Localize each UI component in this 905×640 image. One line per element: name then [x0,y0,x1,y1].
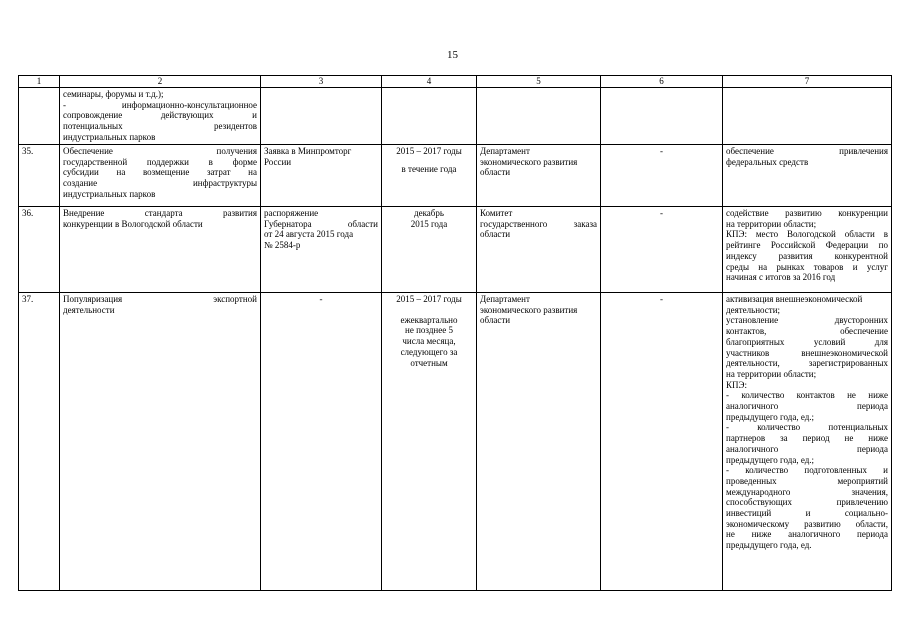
document-cell [261,207,382,293]
cell-line: начиная с итогов за 2016 год [726,272,836,283]
cell-line: среды на рынках товаров и услуг [726,261,888,272]
cell-line: числа месяца, [402,336,456,347]
column-number: 5 [477,76,601,88]
cell-line: индустриальных парков [63,131,156,142]
cell-line: рейтинге Российской Федерации по [726,240,888,251]
cell-line: на территории области; [726,368,817,379]
row-number: 35. [19,145,60,207]
cell-line: 2015 – 2017 годы [396,294,462,304]
cell-line: декабрь [414,208,444,218]
cell-line: контактов, обеспечение [726,326,888,337]
cell-line: предыдущего года, ед. [726,540,812,551]
cell-line: Департамент [480,146,530,156]
cell-line: от 24 августа 2015 года [264,229,354,240]
cell-line: обеспечение привлечения [726,146,888,156]
cell-line: экономического развития [480,304,578,315]
row-number: 37. [19,293,60,591]
table-row [19,293,892,591]
cell-line: экономического развития [480,156,578,167]
action-plan-table [18,75,892,591]
cell-line: Внедрение стандарта развития [63,208,257,218]
cell-line: способствующих привлечению [726,497,888,508]
cell-line: благоприятных условий для [726,336,888,347]
cell-line: содействие развитию конкуренции [726,208,888,218]
cell-line: предыдущего года, ед.; [726,411,815,422]
page-number: 15 [447,49,458,61]
cell-line: № 2584-р [264,240,301,251]
cell-line: распоряжение [264,208,319,218]
cell-line: сопровождение действующих и [63,110,257,121]
co-executor-cell: - [601,207,723,293]
cell-line: не позднее 5 [405,325,453,336]
table-row [19,145,892,207]
cell-line: Популяризация экспортной [63,294,257,304]
cell-line: проведенных мероприятий [726,475,888,486]
result-cell [723,293,892,591]
cell-line: - информационно-консультационное [63,99,257,110]
cell-line: 2015 – 2017 годы [396,146,462,156]
co-executor-cell: - [601,293,723,591]
column-number: 2 [60,76,261,88]
cell-line: области [480,315,511,326]
responsible-cell [477,207,601,293]
cell-line: деятельности [63,304,115,315]
column-number: 6 [601,76,723,88]
deadline-cell [382,207,477,293]
cell-line: 2015 года [410,218,448,229]
cell-line: Губернатора области [264,218,378,229]
cell-line: Департамент [480,294,530,304]
cell-line: конкуренции в Вологодской области [63,218,203,229]
cell-line: экономическому развитию области, [726,518,888,529]
cell-line: - количество подготовленных и [726,465,888,476]
deadline-cell [382,145,477,207]
column-number-row [19,76,892,88]
cell-line: ежеквартально [400,314,458,325]
cell-line: следующего за [400,346,458,357]
cell-line: государственной поддержки в форме [63,156,257,167]
cell-line: области [480,229,511,240]
cell-line: КПЭ: [726,379,747,390]
cell-line: Обеспечение получения [63,146,257,156]
cell-line: аналогичного периода [726,443,888,454]
column-number: 4 [382,76,477,88]
cell-line: государственного заказа [480,218,597,229]
measure-cell [60,293,261,591]
cell-line: потенциальных резидентов [63,121,257,132]
cell-line: отчетным [410,357,448,368]
cell-line: создание инфраструктуры [63,178,257,189]
cell-line: - количество потенциальных [726,422,888,433]
result-cell [723,207,892,293]
cell-line: субсидии на возмещение затрат на [63,167,257,178]
responsible-cell [477,145,601,207]
result-cell [723,145,892,207]
cell-line: партнеров за период не ниже [726,433,888,444]
cell-line: предыдущего года, ед.; [726,454,815,465]
cell-line: индексу развития конкурентной [726,250,888,261]
cell-line: Комитет [480,208,513,218]
cell-line: активизация внешнеэкономической [726,294,863,304]
column-number: 7 [723,76,892,88]
cell-line: деятельности; [726,304,781,315]
cell-line: деятельности, зарегистрированных [726,358,888,369]
cell-line: Заявка в Минпромторг [264,146,352,156]
row-number-cell [19,88,60,145]
cell-line: КПЭ: место Вологодской области в [726,229,888,240]
document-cell [261,145,382,207]
cell-line: на территории области; [726,218,817,229]
cell-line: аналогичного периода [726,401,888,412]
cell-line: участников внешнеэкономической [726,347,888,358]
measure-cell [60,207,261,293]
column-number: 1 [19,76,60,88]
cell-line: установление двусторонних [726,315,888,326]
column-number: 3 [261,76,382,88]
cell-line: - количество контактов не ниже [726,390,888,401]
deadline-cell [382,293,477,591]
document-cell: - [261,293,382,591]
measure-cell [60,88,261,145]
measure-cell [60,145,261,207]
table-row [19,88,892,145]
cell-line: международного значения, [726,486,888,497]
cell-line: не ниже аналогичного периода [726,529,888,540]
cell-line: индустриальных парков [63,188,156,199]
cell-line: в течение года [401,163,457,174]
cell-line: федеральных средств [726,156,809,167]
cell-line: инвестиций и социально- [726,508,888,519]
cell-line: области [480,167,511,178]
cell-line: семинары, форумы и т.д.); [63,89,164,99]
cell-line: России [264,156,292,167]
co-executor-cell: - [601,145,723,207]
table-row [19,207,892,293]
row-number: 36. [19,207,60,293]
responsible-cell [477,293,601,591]
